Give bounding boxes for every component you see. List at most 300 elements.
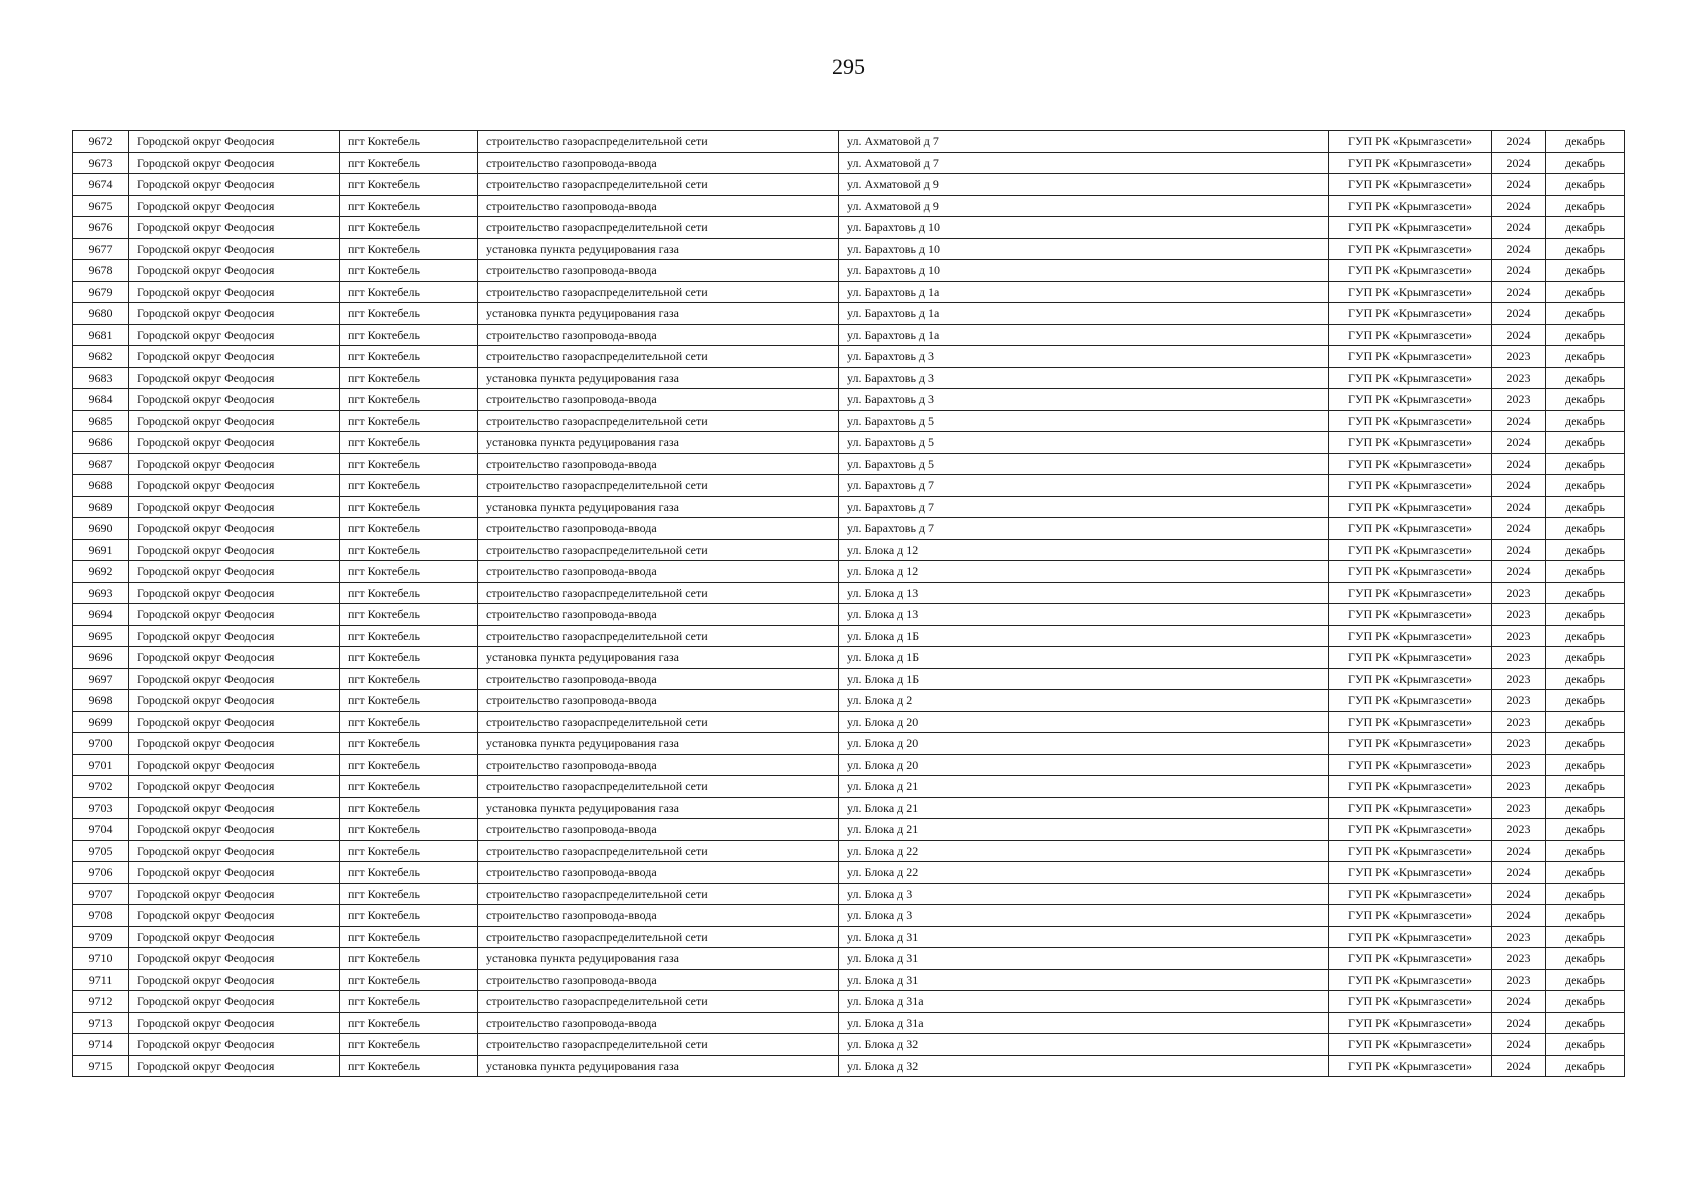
cell-year: 2023: [1492, 733, 1546, 755]
cell-month: декабрь: [1546, 432, 1625, 454]
cell-address: ул. Барахтовь д 1а: [839, 281, 1329, 303]
cell-row-number: 9681: [73, 324, 129, 346]
cell-row-number: 9677: [73, 238, 129, 260]
cell-settlement: пгт Коктебель: [340, 926, 478, 948]
cell-year: 2024: [1492, 453, 1546, 475]
cell-work-type: строительство газопровода-ввода: [478, 561, 839, 583]
cell-month: декабрь: [1546, 991, 1625, 1013]
cell-organization: ГУП РК «Крымгазсети»: [1329, 152, 1492, 174]
cell-address: ул. Блока д 20: [839, 754, 1329, 776]
cell-address: ул. Блока д 31а: [839, 991, 1329, 1013]
cell-municipality: Городской округ Феодосия: [129, 496, 340, 518]
cell-year: 2023: [1492, 754, 1546, 776]
cell-settlement: пгт Коктебель: [340, 647, 478, 669]
cell-settlement: пгт Коктебель: [340, 948, 478, 970]
cell-organization: ГУП РК «Крымгазсети»: [1329, 539, 1492, 561]
cell-month: декабрь: [1546, 131, 1625, 153]
cell-month: декабрь: [1546, 1034, 1625, 1056]
cell-organization: ГУП РК «Крымгазсети»: [1329, 281, 1492, 303]
cell-settlement: пгт Коктебель: [340, 367, 478, 389]
table-row: [73, 238, 1625, 260]
cell-settlement: пгт Коктебель: [340, 819, 478, 841]
cell-settlement: пгт Коктебель: [340, 174, 478, 196]
cell-municipality: Городской округ Феодосия: [129, 561, 340, 583]
cell-month: декабрь: [1546, 604, 1625, 626]
cell-year: 2024: [1492, 905, 1546, 927]
cell-address: ул. Барахтовь д 5: [839, 410, 1329, 432]
cell-settlement: пгт Коктебель: [340, 582, 478, 604]
cell-municipality: Городской округ Феодосия: [129, 604, 340, 626]
cell-year: 2023: [1492, 668, 1546, 690]
cell-settlement: пгт Коктебель: [340, 131, 478, 153]
cell-month: декабрь: [1546, 238, 1625, 260]
cell-organization: ГУП РК «Крымгазсети»: [1329, 991, 1492, 1013]
cell-settlement: пгт Коктебель: [340, 389, 478, 411]
cell-year: 2023: [1492, 948, 1546, 970]
cell-settlement: пгт Коктебель: [340, 1012, 478, 1034]
table-row: [73, 281, 1625, 303]
cell-settlement: пгт Коктебель: [340, 496, 478, 518]
cell-row-number: 9696: [73, 647, 129, 669]
cell-work-type: установка пункта редуцирования газа: [478, 367, 839, 389]
cell-address: ул. Блока д 1Б: [839, 668, 1329, 690]
cell-year: 2023: [1492, 582, 1546, 604]
cell-municipality: Городской округ Феодосия: [129, 281, 340, 303]
cell-month: декабрь: [1546, 690, 1625, 712]
table-row: [73, 303, 1625, 325]
cell-municipality: Городской округ Феодосия: [129, 475, 340, 497]
table-row: [73, 604, 1625, 626]
cell-work-type: строительство газораспределительной сети: [478, 539, 839, 561]
cell-organization: ГУП РК «Крымгазсети»: [1329, 883, 1492, 905]
cell-settlement: пгт Коктебель: [340, 733, 478, 755]
cell-organization: ГУП РК «Крымгазсети»: [1329, 862, 1492, 884]
cell-work-type: строительство газопровода-ввода: [478, 260, 839, 282]
table-row: [73, 217, 1625, 239]
cell-settlement: пгт Коктебель: [340, 690, 478, 712]
cell-organization: ГУП РК «Крымгазсети»: [1329, 410, 1492, 432]
table-row: [73, 367, 1625, 389]
cell-address: ул. Барахтовь д 1а: [839, 324, 1329, 346]
cell-work-type: строительство газопровода-ввода: [478, 1012, 839, 1034]
cell-municipality: Городской округ Феодосия: [129, 260, 340, 282]
cell-municipality: Городской округ Феодосия: [129, 1034, 340, 1056]
cell-year: 2024: [1492, 518, 1546, 540]
table-row: [73, 475, 1625, 497]
cell-row-number: 9680: [73, 303, 129, 325]
cell-address: ул. Блока д 3: [839, 905, 1329, 927]
cell-settlement: пгт Коктебель: [340, 217, 478, 239]
cell-organization: ГУП РК «Крымгазсети»: [1329, 324, 1492, 346]
cell-year: 2023: [1492, 647, 1546, 669]
cell-organization: ГУП РК «Крымгазсети»: [1329, 561, 1492, 583]
cell-year: 2024: [1492, 1034, 1546, 1056]
cell-organization: ГУП РК «Крымгазсети»: [1329, 518, 1492, 540]
cell-organization: ГУП РК «Крымгазсети»: [1329, 453, 1492, 475]
cell-work-type: установка пункта редуцирования газа: [478, 432, 839, 454]
cell-row-number: 9682: [73, 346, 129, 368]
cell-work-type: установка пункта редуцирования газа: [478, 496, 839, 518]
cell-year: 2024: [1492, 238, 1546, 260]
cell-month: декабрь: [1546, 797, 1625, 819]
cell-work-type: строительство газораспределительной сети: [478, 410, 839, 432]
cell-address: ул. Блока д 32: [839, 1055, 1329, 1077]
cell-settlement: пгт Коктебель: [340, 797, 478, 819]
cell-month: декабрь: [1546, 496, 1625, 518]
cell-year: 2023: [1492, 625, 1546, 647]
cell-municipality: Городской округ Феодосия: [129, 625, 340, 647]
cell-municipality: Городской округ Феодосия: [129, 948, 340, 970]
cell-address: ул. Барахтовь д 10: [839, 238, 1329, 260]
cell-year: 2024: [1492, 1055, 1546, 1077]
cell-month: декабрь: [1546, 668, 1625, 690]
cell-municipality: Городской округ Феодосия: [129, 324, 340, 346]
cell-address: ул. Барахтовь д 5: [839, 432, 1329, 454]
cell-address: ул. Блока д 13: [839, 582, 1329, 604]
cell-work-type: установка пункта редуцирования газа: [478, 948, 839, 970]
cell-month: декабрь: [1546, 475, 1625, 497]
cell-organization: ГУП РК «Крымгазсети»: [1329, 195, 1492, 217]
cell-organization: ГУП РК «Крымгазсети»: [1329, 948, 1492, 970]
cell-municipality: Городской округ Феодосия: [129, 840, 340, 862]
cell-row-number: 9674: [73, 174, 129, 196]
cell-settlement: пгт Коктебель: [340, 668, 478, 690]
cell-municipality: Городской округ Феодосия: [129, 711, 340, 733]
table-row: [73, 797, 1625, 819]
cell-month: декабрь: [1546, 948, 1625, 970]
cell-settlement: пгт Коктебель: [340, 561, 478, 583]
cell-row-number: 9714: [73, 1034, 129, 1056]
cell-year: 2024: [1492, 152, 1546, 174]
cell-work-type: строительство газораспределительной сети: [478, 131, 839, 153]
cell-month: декабрь: [1546, 883, 1625, 905]
cell-work-type: строительство газопровода-ввода: [478, 905, 839, 927]
cell-year: 2024: [1492, 324, 1546, 346]
cell-address: ул. Блока д 3: [839, 883, 1329, 905]
cell-month: декабрь: [1546, 453, 1625, 475]
cell-year: 2023: [1492, 346, 1546, 368]
cell-row-number: 9701: [73, 754, 129, 776]
table-row: [73, 668, 1625, 690]
cell-address: ул. Блока д 20: [839, 733, 1329, 755]
cell-settlement: пгт Коктебель: [340, 518, 478, 540]
cell-organization: ГУП РК «Крымгазсети»: [1329, 131, 1492, 153]
cell-year: 2024: [1492, 260, 1546, 282]
cell-row-number: 9672: [73, 131, 129, 153]
cell-organization: ГУП РК «Крымгазсети»: [1329, 389, 1492, 411]
cell-month: декабрь: [1546, 926, 1625, 948]
cell-month: декабрь: [1546, 410, 1625, 432]
cell-row-number: 9692: [73, 561, 129, 583]
cell-municipality: Городской округ Феодосия: [129, 582, 340, 604]
table-row: [73, 260, 1625, 282]
cell-row-number: 9683: [73, 367, 129, 389]
table-row: [73, 1034, 1625, 1056]
cell-work-type: строительство газопровода-ввода: [478, 668, 839, 690]
cell-work-type: строительство газопровода-ввода: [478, 389, 839, 411]
table-row: [73, 883, 1625, 905]
cell-month: декабрь: [1546, 840, 1625, 862]
cell-municipality: Городской округ Феодосия: [129, 862, 340, 884]
cell-work-type: строительство газопровода-ввода: [478, 819, 839, 841]
cell-settlement: пгт Коктебель: [340, 410, 478, 432]
cell-work-type: строительство газораспределительной сети: [478, 711, 839, 733]
cell-municipality: Городской округ Феодосия: [129, 690, 340, 712]
cell-address: ул. Барахтовь д 5: [839, 453, 1329, 475]
cell-municipality: Городской округ Феодосия: [129, 195, 340, 217]
cell-address: ул. Барахтовь д 7: [839, 475, 1329, 497]
cell-organization: ГУП РК «Крымгазсети»: [1329, 1012, 1492, 1034]
cell-municipality: Городской округ Феодосия: [129, 819, 340, 841]
cell-settlement: пгт Коктебель: [340, 539, 478, 561]
cell-year: 2024: [1492, 496, 1546, 518]
cell-address: ул. Барахтовь д 10: [839, 260, 1329, 282]
cell-month: декабрь: [1546, 174, 1625, 196]
cell-work-type: установка пункта редуцирования газа: [478, 238, 839, 260]
cell-year: 2024: [1492, 883, 1546, 905]
cell-row-number: 9700: [73, 733, 129, 755]
cell-address: ул. Блока д 22: [839, 862, 1329, 884]
cell-work-type: строительство газораспределительной сети: [478, 625, 839, 647]
cell-address: ул. Блока д 2: [839, 690, 1329, 712]
cell-row-number: 9690: [73, 518, 129, 540]
cell-year: 2024: [1492, 195, 1546, 217]
cell-settlement: пгт Коктебель: [340, 711, 478, 733]
cell-settlement: пгт Коктебель: [340, 281, 478, 303]
cell-settlement: пгт Коктебель: [340, 625, 478, 647]
cell-municipality: Городской округ Феодосия: [129, 1012, 340, 1034]
cell-row-number: 9705: [73, 840, 129, 862]
cell-settlement: пгт Коктебель: [340, 991, 478, 1013]
cell-work-type: строительство газораспределительной сети: [478, 346, 839, 368]
cell-settlement: пгт Коктебель: [340, 475, 478, 497]
cell-row-number: 9684: [73, 389, 129, 411]
cell-row-number: 9676: [73, 217, 129, 239]
cell-year: 2023: [1492, 389, 1546, 411]
cell-year: 2024: [1492, 561, 1546, 583]
cell-month: декабрь: [1546, 217, 1625, 239]
cell-municipality: Городской округ Феодосия: [129, 432, 340, 454]
cell-work-type: строительство газопровода-ввода: [478, 604, 839, 626]
cell-organization: ГУП РК «Крымгазсети»: [1329, 905, 1492, 927]
cell-address: ул. Блока д 21: [839, 776, 1329, 798]
cell-settlement: пгт Коктебель: [340, 303, 478, 325]
table-row: [73, 991, 1625, 1013]
table-row: [73, 776, 1625, 798]
cell-address: ул. Блока д 20: [839, 711, 1329, 733]
cell-row-number: 9691: [73, 539, 129, 561]
cell-year: 2023: [1492, 969, 1546, 991]
cell-month: декабрь: [1546, 711, 1625, 733]
cell-municipality: Городской округ Феодосия: [129, 991, 340, 1013]
cell-year: 2023: [1492, 797, 1546, 819]
cell-year: 2024: [1492, 1012, 1546, 1034]
cell-organization: ГУП РК «Крымгазсети»: [1329, 174, 1492, 196]
cell-municipality: Городской округ Феодосия: [129, 539, 340, 561]
table-row: [73, 905, 1625, 927]
cell-work-type: установка пункта редуцирования газа: [478, 303, 839, 325]
cell-month: декабрь: [1546, 561, 1625, 583]
cell-work-type: строительство газораспределительной сети: [478, 582, 839, 604]
cell-year: 2024: [1492, 174, 1546, 196]
cell-settlement: пгт Коктебель: [340, 1034, 478, 1056]
cell-organization: ГУП РК «Крымгазсети»: [1329, 367, 1492, 389]
cell-work-type: строительство газораспределительной сети: [478, 281, 839, 303]
cell-municipality: Городской округ Феодосия: [129, 883, 340, 905]
cell-municipality: Городской округ Феодосия: [129, 238, 340, 260]
table-row: [73, 969, 1625, 991]
cell-year: 2024: [1492, 539, 1546, 561]
cell-municipality: Городской округ Феодосия: [129, 152, 340, 174]
cell-row-number: 9698: [73, 690, 129, 712]
cell-work-type: строительство газораспределительной сети: [478, 1034, 839, 1056]
cell-year: 2023: [1492, 819, 1546, 841]
cell-year: 2023: [1492, 690, 1546, 712]
cell-address: ул. Блока д 1Б: [839, 647, 1329, 669]
cell-municipality: Городской округ Феодосия: [129, 217, 340, 239]
cell-work-type: строительство газораспределительной сети: [478, 991, 839, 1013]
cell-month: декабрь: [1546, 754, 1625, 776]
cell-organization: ГУП РК «Крымгазсети»: [1329, 797, 1492, 819]
cell-row-number: 9695: [73, 625, 129, 647]
table-row: [73, 840, 1625, 862]
cell-row-number: 9689: [73, 496, 129, 518]
cell-month: декабрь: [1546, 346, 1625, 368]
cell-row-number: 9693: [73, 582, 129, 604]
table-row: [73, 819, 1625, 841]
cell-settlement: пгт Коктебель: [340, 969, 478, 991]
cell-organization: ГУП РК «Крымгазсети»: [1329, 1034, 1492, 1056]
table-row: [73, 647, 1625, 669]
cell-address: ул. Барахтовь д 10: [839, 217, 1329, 239]
cell-year: 2024: [1492, 991, 1546, 1013]
cell-address: ул. Ахматовой д 7: [839, 152, 1329, 174]
cell-organization: ГУП РК «Крымгазсети»: [1329, 711, 1492, 733]
cell-municipality: Городской округ Феодосия: [129, 754, 340, 776]
table-row: [73, 711, 1625, 733]
cell-work-type: строительство газораспределительной сети: [478, 174, 839, 196]
table-row: [73, 174, 1625, 196]
cell-work-type: установка пункта редуцирования газа: [478, 1055, 839, 1077]
cell-month: декабрь: [1546, 733, 1625, 755]
cell-work-type: строительство газораспределительной сети: [478, 840, 839, 862]
cell-municipality: Городской округ Феодосия: [129, 926, 340, 948]
cell-row-number: 9704: [73, 819, 129, 841]
cell-year: 2024: [1492, 475, 1546, 497]
cell-year: 2024: [1492, 840, 1546, 862]
cell-row-number: 9707: [73, 883, 129, 905]
cell-month: декабрь: [1546, 776, 1625, 798]
cell-settlement: пгт Коктебель: [340, 883, 478, 905]
cell-organization: ГУП РК «Крымгазсети»: [1329, 926, 1492, 948]
cell-row-number: 9687: [73, 453, 129, 475]
cell-month: декабрь: [1546, 324, 1625, 346]
page-number: 295: [832, 54, 865, 79]
cell-organization: ГУП РК «Крымгазсети»: [1329, 690, 1492, 712]
cell-organization: ГУП РК «Крымгазсети»: [1329, 647, 1492, 669]
cell-year: 2023: [1492, 711, 1546, 733]
cell-work-type: установка пункта редуцирования газа: [478, 647, 839, 669]
cell-row-number: 9694: [73, 604, 129, 626]
cell-row-number: 9711: [73, 969, 129, 991]
cell-address: ул. Блока д 31: [839, 969, 1329, 991]
cell-address: ул. Ахматовой д 9: [839, 195, 1329, 217]
cell-address: ул. Барахтовь д 3: [839, 389, 1329, 411]
cell-municipality: Городской округ Феодосия: [129, 303, 340, 325]
cell-organization: ГУП РК «Крымгазсети»: [1329, 969, 1492, 991]
cell-settlement: пгт Коктебель: [340, 1055, 478, 1077]
cell-work-type: строительство газораспределительной сети: [478, 926, 839, 948]
cell-year: 2024: [1492, 303, 1546, 325]
cell-month: декабрь: [1546, 969, 1625, 991]
cell-row-number: 9713: [73, 1012, 129, 1034]
cell-year: 2024: [1492, 862, 1546, 884]
cell-address: ул. Блока д 32: [839, 1034, 1329, 1056]
cell-municipality: Городской округ Феодосия: [129, 453, 340, 475]
table-row: [73, 346, 1625, 368]
cell-work-type: установка пункта редуцирования газа: [478, 797, 839, 819]
cell-year: 2024: [1492, 410, 1546, 432]
cell-organization: ГУП РК «Крымгазсети»: [1329, 260, 1492, 282]
table-row: [73, 926, 1625, 948]
cell-organization: ГУП РК «Крымгазсети»: [1329, 217, 1492, 239]
cell-work-type: строительство газораспределительной сети: [478, 776, 839, 798]
cell-work-type: строительство газопровода-ввода: [478, 324, 839, 346]
cell-work-type: строительство газопровода-ввода: [478, 754, 839, 776]
cell-settlement: пгт Коктебель: [340, 453, 478, 475]
cell-organization: ГУП РК «Крымгазсети»: [1329, 840, 1492, 862]
cell-row-number: 9708: [73, 905, 129, 927]
cell-month: декабрь: [1546, 518, 1625, 540]
table-row: [73, 862, 1625, 884]
table-row: [73, 453, 1625, 475]
cell-month: декабрь: [1546, 862, 1625, 884]
cell-address: ул. Барахтовь д 7: [839, 496, 1329, 518]
cell-row-number: 9685: [73, 410, 129, 432]
cell-month: декабрь: [1546, 582, 1625, 604]
cell-address: ул. Блока д 13: [839, 604, 1329, 626]
cell-work-type: строительство газораспределительной сети: [478, 883, 839, 905]
table-row: [73, 432, 1625, 454]
cell-row-number: 9699: [73, 711, 129, 733]
cell-row-number: 9688: [73, 475, 129, 497]
cell-row-number: 9715: [73, 1055, 129, 1077]
cell-row-number: 9706: [73, 862, 129, 884]
cell-organization: ГУП РК «Крымгазсети»: [1329, 604, 1492, 626]
cell-settlement: пгт Коктебель: [340, 152, 478, 174]
table-row: [73, 195, 1625, 217]
cell-address: ул. Блока д 12: [839, 561, 1329, 583]
table-row: [73, 1012, 1625, 1034]
cell-year: 2023: [1492, 776, 1546, 798]
cell-month: декабрь: [1546, 303, 1625, 325]
cell-settlement: пгт Коктебель: [340, 324, 478, 346]
cell-settlement: пгт Коктебель: [340, 432, 478, 454]
cell-municipality: Городской округ Феодосия: [129, 776, 340, 798]
cell-month: декабрь: [1546, 281, 1625, 303]
cell-month: декабрь: [1546, 625, 1625, 647]
cell-work-type: строительство газопровода-ввода: [478, 453, 839, 475]
cell-organization: ГУП РК «Крымгазсети»: [1329, 582, 1492, 604]
cell-row-number: 9679: [73, 281, 129, 303]
cell-settlement: пгт Коктебель: [340, 754, 478, 776]
cell-municipality: Городской округ Феодосия: [129, 905, 340, 927]
table-row: [73, 582, 1625, 604]
cell-organization: ГУП РК «Крымгазсети»: [1329, 754, 1492, 776]
cell-municipality: Городской округ Феодосия: [129, 647, 340, 669]
table-row: [73, 152, 1625, 174]
cell-month: декабрь: [1546, 1012, 1625, 1034]
